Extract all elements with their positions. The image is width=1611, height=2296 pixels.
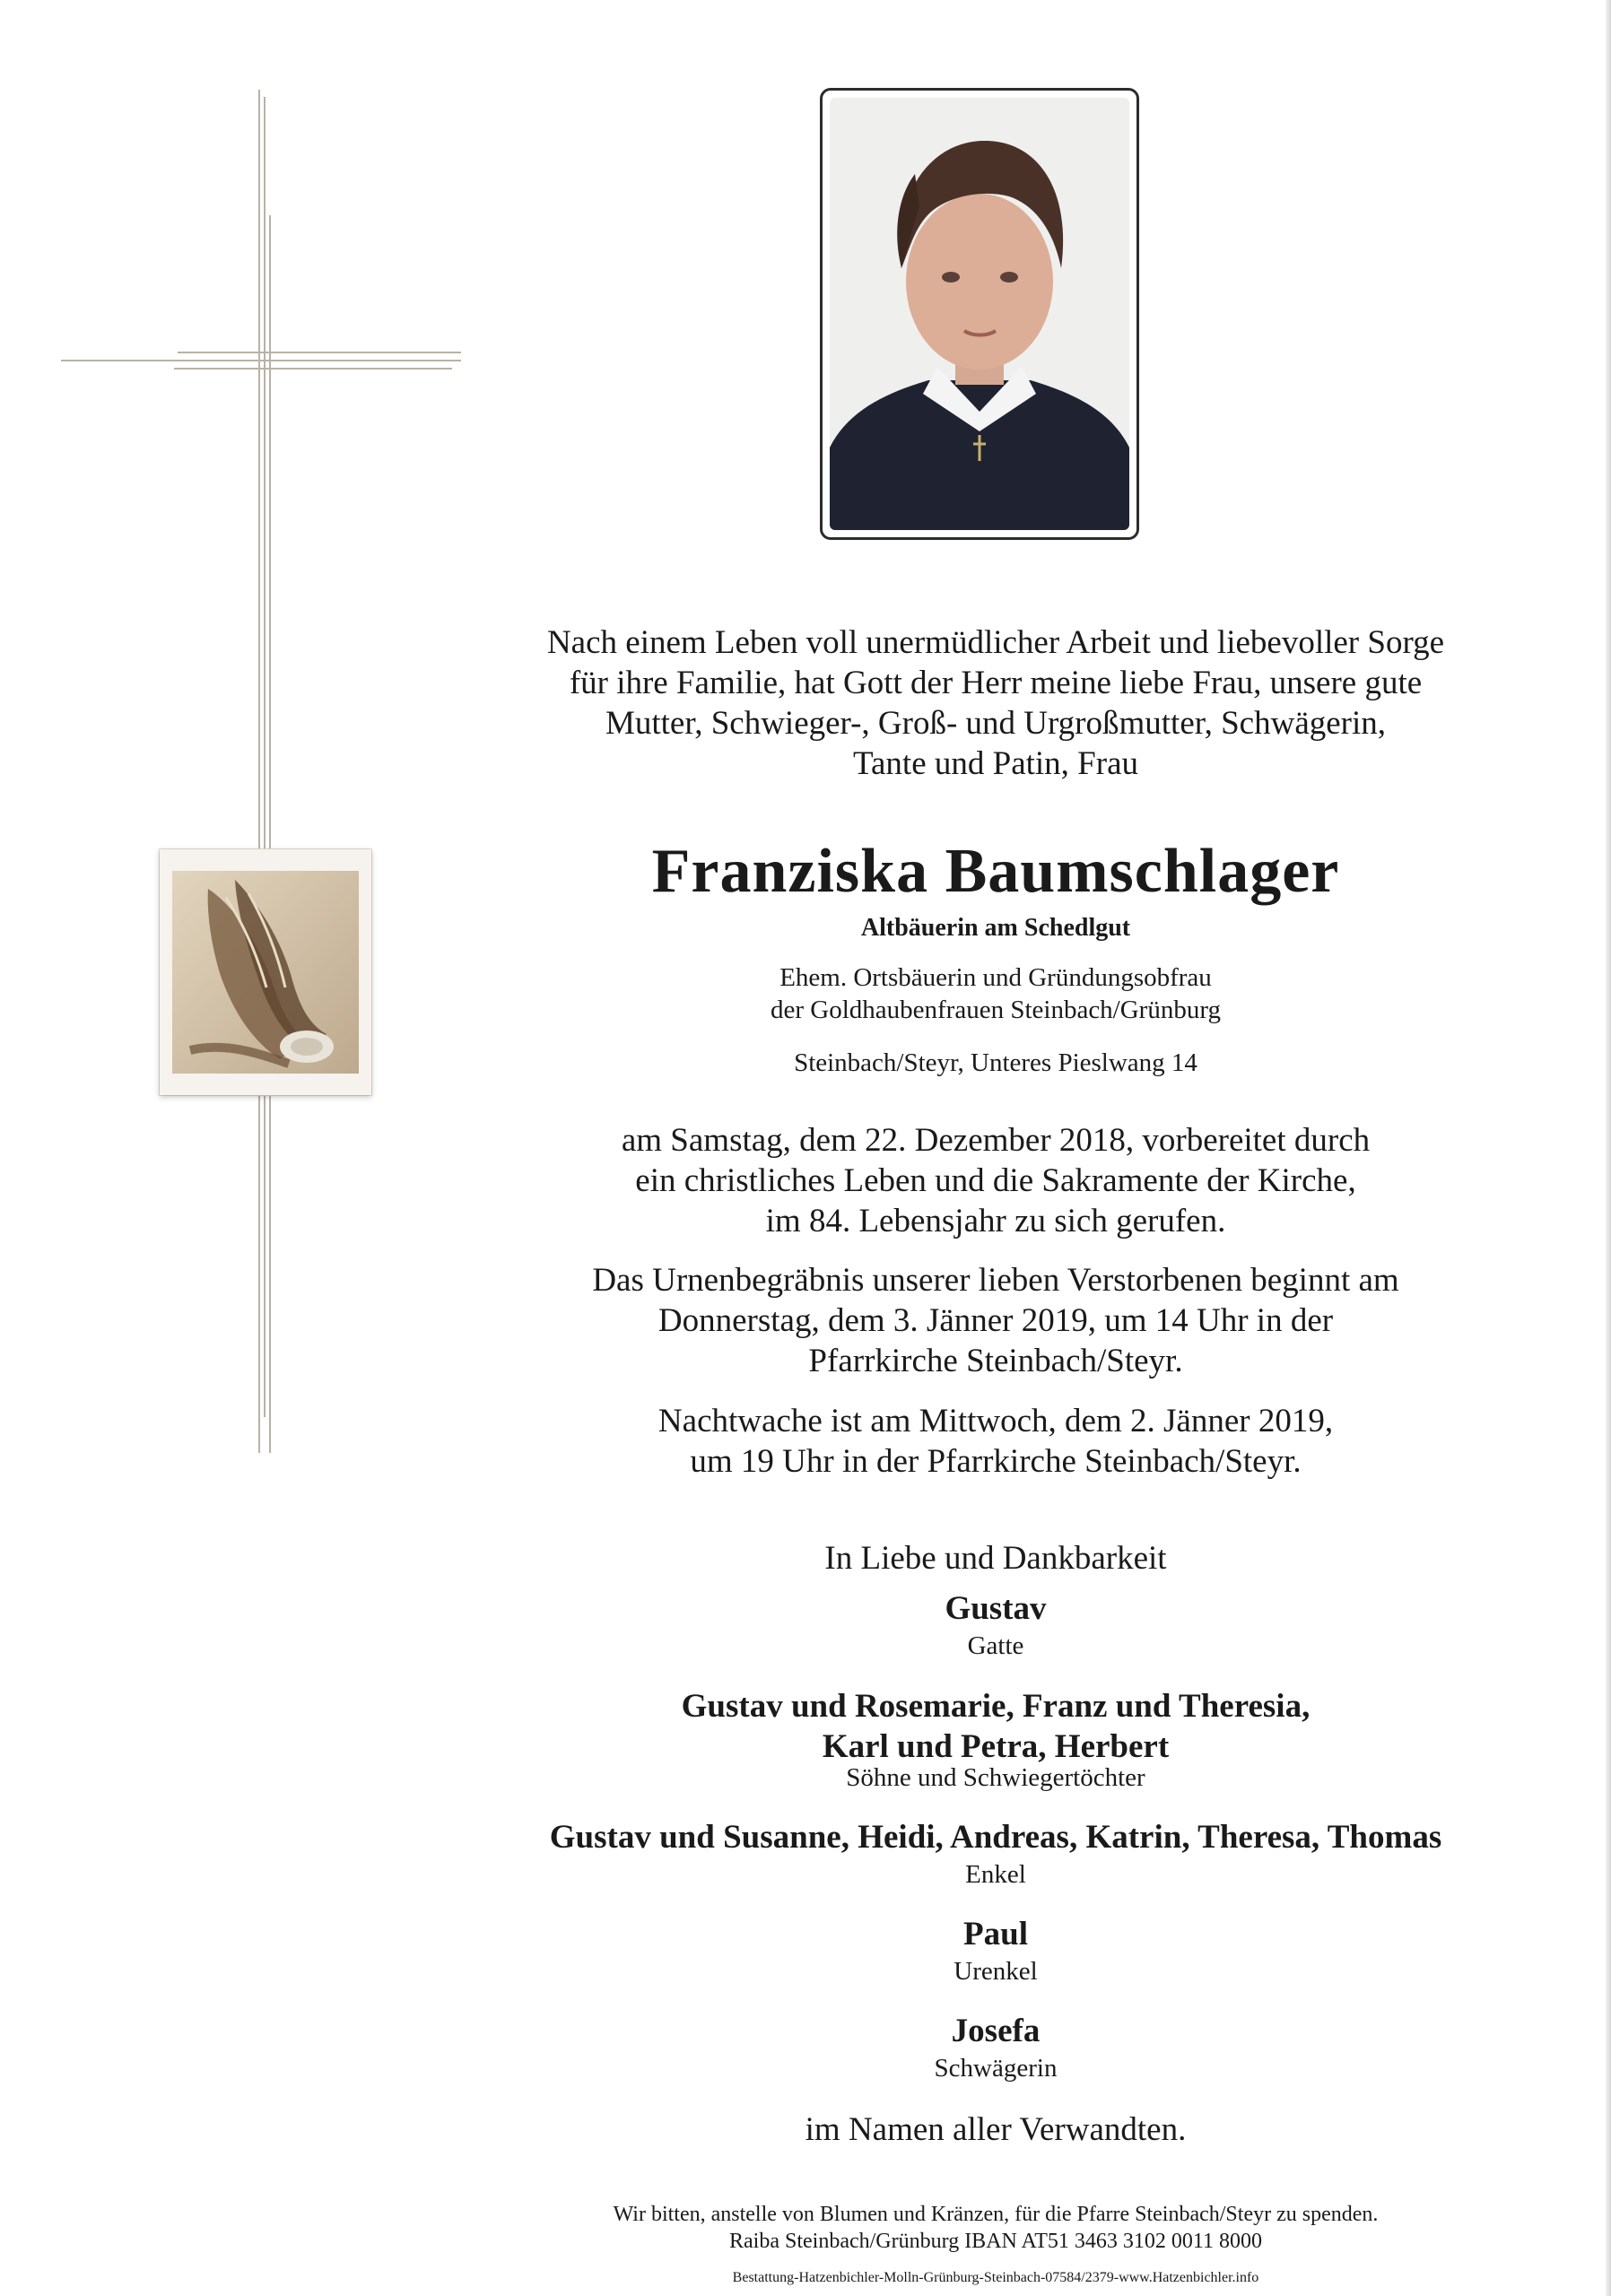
cross-vertical-bar: [258, 90, 273, 1453]
death-line: im 84. Lebensjahr zu sich gerufen.: [765, 1203, 1226, 1239]
mourner-name: Gustav und Rosemarie, Franz und Theresia,: [681, 1688, 1311, 1725]
mourner-name: Karl und Petra, Herbert: [822, 1728, 1170, 1765]
donation-line: Wir bitten, anstelle von Blumen und Kränzen, für die Pfarre Steinbach/Steyr zu spenden.: [613, 2203, 1379, 2226]
role-line: Ehem. Ortsbäuerin und Gründungsobfrau: [779, 963, 1212, 992]
mourner-relation: Enkel: [965, 1860, 1026, 1889]
role-line: der Goldhaubenfrauen Steinbach/Grünburg: [771, 996, 1221, 1024]
footer-credit: Bestattung-Hatzenbichler-Molln-Grünburg-Steinbach-07584/2379-www.Hatzenbichler.info: [732, 2270, 1259, 2285]
deceased-address: Steinbach/Steyr, Unteres Pieslwang 14: [794, 1048, 1197, 1077]
burial-line: Pfarrkirche Steinbach/Steyr.: [808, 1343, 1183, 1379]
closing-intro: In Liebe und Dankbarkeit: [824, 1540, 1167, 1577]
mourner-name: Paul: [963, 1916, 1028, 1952]
mourner-name: Gustav: [945, 1590, 1047, 1627]
intro-line: Nach einem Leben voll unermüdlicher Arbeit und liebevoller Sorge: [546, 624, 1445, 661]
mourner-relation: Gatte: [967, 1631, 1024, 1660]
donation-text: [448, 2201, 1543, 2255]
vigil-line: um 19 Uhr in der Pfarrkirche Steinbach/Steyr.: [690, 1443, 1302, 1480]
burial-line: Donnerstag, dem 3. Jänner 2019, um 14 Uhr in der: [657, 1302, 1334, 1339]
closing-outro: im Namen aller Verwandten.: [805, 2111, 1187, 2148]
intro-line: Tante und Patin, Frau: [852, 745, 1139, 782]
death-line: am Samstag, dem 22. Dezember 2018, vorbereitet durch: [621, 1122, 1371, 1159]
deceased-name: Franziska Baumschlager: [651, 837, 1340, 906]
death-text: [448, 1120, 1543, 1241]
mourner-relation: Söhne und Schwiegertöchter: [846, 1763, 1145, 1792]
mourner-relation: Urenkel: [954, 1957, 1038, 1986]
mourner-names: [448, 1686, 1543, 1767]
mourner-name: Josefa: [951, 2013, 1041, 2049]
intro-line: Mutter, Schwieger-, Groß- und Urgroßmutter, Schwägerin,: [605, 705, 1387, 742]
intro-line: für ihre Familie, hat Gott der Herr meine liebe Frau, unsere gute: [569, 665, 1423, 701]
burial-text: [448, 1260, 1543, 1381]
cross-horizontal-bar: [61, 352, 461, 387]
mourner-name: Gustav und Susanne, Heidi, Andreas, Katrin, Theresa, Thomas: [549, 1819, 1442, 1856]
mourner-relation: Schwägerin: [934, 2054, 1058, 2083]
page-edge-shadow: [1606, 0, 1611, 2296]
donation-line: Raiba Steinbach/Grünburg IBAN AT51 3463 3102 0011 8000: [729, 2230, 1262, 2253]
vigil-text: [448, 1401, 1543, 1482]
praying-hands-icon: [160, 849, 371, 1095]
vigil-line: Nachtwache ist am Mittwoch, dem 2. Jänner 2019,: [657, 1403, 1334, 1439]
death-line: ein christliches Leben und die Sakramente der Kirche,: [635, 1162, 1356, 1199]
portrait-photo: [820, 88, 1139, 540]
deceased-roles: [448, 961, 1543, 1026]
intro-text: [448, 622, 1543, 784]
deceased-title: Altbäuerin am Schedlgut: [860, 914, 1131, 942]
burial-line: Das Urnenbegräbnis unserer lieben Verstorbenen beginnt am: [592, 1262, 1399, 1299]
